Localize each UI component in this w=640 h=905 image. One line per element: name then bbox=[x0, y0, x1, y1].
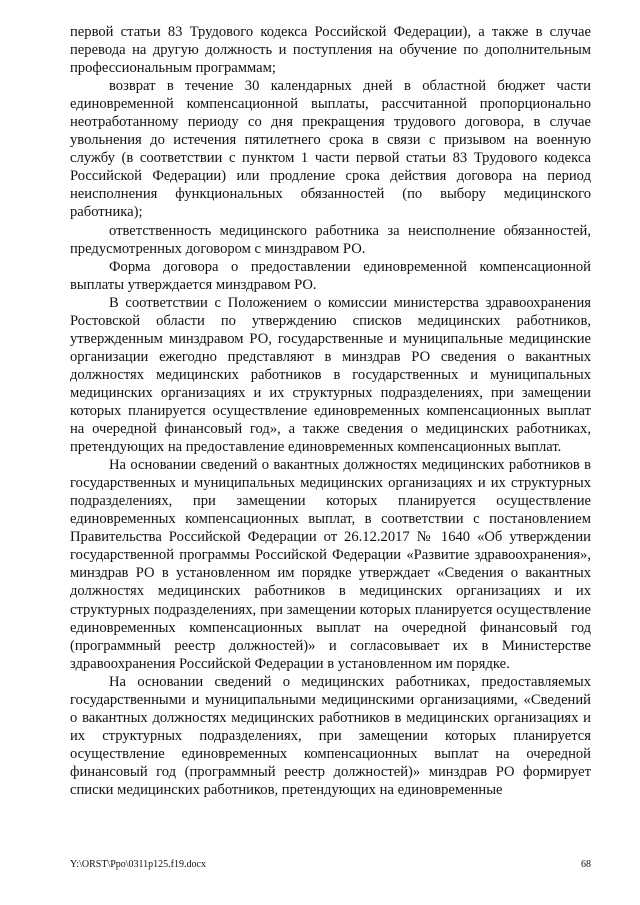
paragraph: В соответствии с Положением о комиссии министерства здравоохранения Ростовской области по утверждению списков медицинских работников, утвержденным минздравом РО, государственные и муниципальные медицинские организации ежегодно представляют в минздрав РО сведения о вакантных должностях медицинских работников в государственных и муниципальных медицинских организациях и их структурных подразделениях, при замещении которых планируется осуществление единовременных компенсационных выплат на очередной финансовый год», а также сведения о медицинских работниках, претендующих на предоставление единовременных компенсационных выплат. bbox=[70, 294, 591, 456]
footer-page-number: 68 bbox=[581, 859, 591, 870]
paragraph: На основании сведений о вакантных должностях медицинских работников в государственных и муниципальных медицинских организациях и их структурных подразделениях, при замещении которых планируется осуществление единовременных компенсационных выплат, в соответствии с постановлением Правительства Российской Федерации от 26.12.2017 № 1640 «Об утверждении государственной программы Российской Федерации «Развитие здравоохранения», минздрав РО в установленном им порядке утверждает «Сведения о вакантных должностях медицинских работников в медицинских организациях и их структурных подразделениях, при замещении которых планируется осуществление единовременных компенсационных выплат на очередной финансовый год (программный реестр должностей)» и согласовывает их в Министерстве здравоохранения Российской Федерации в установленном им порядке. bbox=[70, 457, 591, 672]
paragraph: первой статьи 83 Трудового кодекса Российской Федерации), а также в случае перевода на другую должность и поступления на обучение по дополнительным профессиональным программам; bbox=[70, 24, 591, 77]
paragraph: возврат в течение 30 календарных дней в областной бюджет части единовременной компенсационной выплаты, рассчитанной пропорционально неотработанному периоду со дня прекращения трудового договора, в случае увольнения до истечения пятилетнего срока в связи с призывом на военную службу (в соответствии с пунктом 1 части первой статьи 83 Трудового кодекса Российской Федерации) или продление срока действия договора на период неисполнения функциональных обязанностей (по выбору медицинского работника); bbox=[70, 78, 591, 221]
footer-file-path: Y:\ORST\Ppo\0311p125.f19.docx bbox=[70, 859, 206, 870]
paragraph: ответственность медицинского работника за неисполнение обязанностей, предусмотренных договором с минздравом РО. bbox=[70, 222, 591, 257]
paragraph: Форма договора о предоставлении единовременной компенсационной выплаты утверждается минздравом РО. bbox=[70, 258, 591, 293]
paragraph: На основании сведений о медицинских работниках, предоставляемых государственными и муниципальными медицинскими организациями, «Сведений о вакантных должностях медицинских работников в медицинских организациях и их структурных подразделениях, при замещении которых планируется осуществление единовременных компенсационных выплат на очередной финансовый год (программный реестр должностей)» минздрав РО формирует списки медицинских работников, претендующих на единовременные bbox=[70, 673, 591, 798]
document-body bbox=[70, 23, 591, 799]
